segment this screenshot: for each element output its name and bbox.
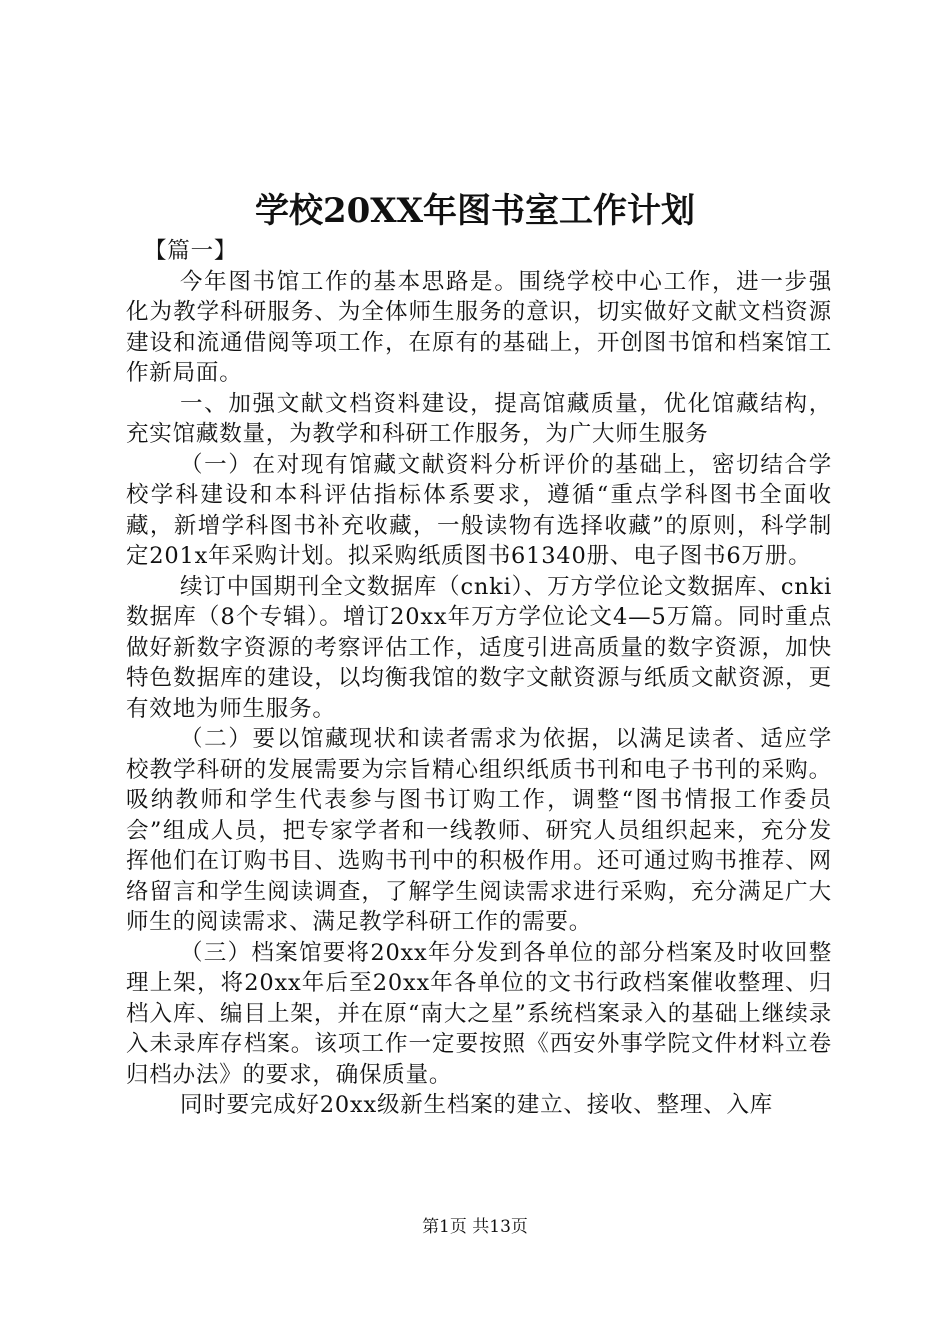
paragraph-heading-one: 一、加强文献文档资料建设，提高馆藏质量，优化馆藏结构，充实馆藏数量，为教学和科研工作服务，为广大师生服务 — [126, 390, 832, 447]
document-title: 学校20XX年图书室工作计划 — [254, 191, 696, 231]
paragraph-item-two: （二）要以馆藏现状和读者需求为依据，以满足读者、适应学校教学科研的发展需要为宗旨精心组织纸质书刊和电子书刊的采购。吸纳教师和学生代表参与图书订购工作，调整“图书情报工作委员会”组成人员，把专家学者和一线教师、研究人员组织起来，充分发挥他们在订购书目、选购书刊中的积极作用。还可通过购书推荐、网络留言和学生阅读调查，了解学生阅读需求进行采购，充分满足广大师生的阅读需求、满足教学科研工作的需要。 — [126, 726, 832, 935]
paragraph-new-students: 同时要完成好20xx级新生档案的建立、接收、整理、入库 — [180, 1092, 774, 1118]
paragraph-databases: 续订中国期刊全文数据库（cnki）、万方学位论文数据库、cnki数据库（8个专辑）。增订20xx年万方学位论文4—5万篇。同时重点做好新数字资源的考察评估工作，适度引进高质量的数字资源，加快特色数据库的建设，以均衡我馆的数字文献资源与纸质文献资源，更有效地为师生服务。 — [126, 573, 832, 722]
page-footer: 第1页 共13页 — [422, 1217, 528, 1237]
paragraph-item-one: （一）在对现有馆藏文献资料分析评价的基础上，密切结合学校学科建设和本科评估指标体系要求，遵循“重点学科图书全面收藏，新增学科图书补充收藏，一般读物有选择收藏”的原则，科学制定201x年采购计划。拟采购纸质图书61340册、电子图书6万册。 — [126, 451, 832, 569]
document-body — [126, 236, 832, 1121]
section-label: 【篇一】 — [144, 238, 238, 264]
paragraph-item-three: （三）档案馆要将20xx年分发到各单位的部分档案及时收回整理上架，将20xx年后至20xx年各单位的文书行政档案催收整理、归档入库、编目上架，并在原“南大之星”系统档案录入的基础上继续录入未录库存档案。该项工作一定要按照《西安外事学院文件材料立卷归档办法》的要求，确保质量。 — [126, 939, 832, 1088]
paragraph-intro: 今年图书馆工作的基本思路是。围绕学校中心工作，进一步强化为教学科研服务、为全体师生服务的意识，切实做好文献文档资源建设和流通借阅等项工作，在原有的基础上，开创图书馆和档案馆工作新局面。 — [126, 268, 832, 386]
